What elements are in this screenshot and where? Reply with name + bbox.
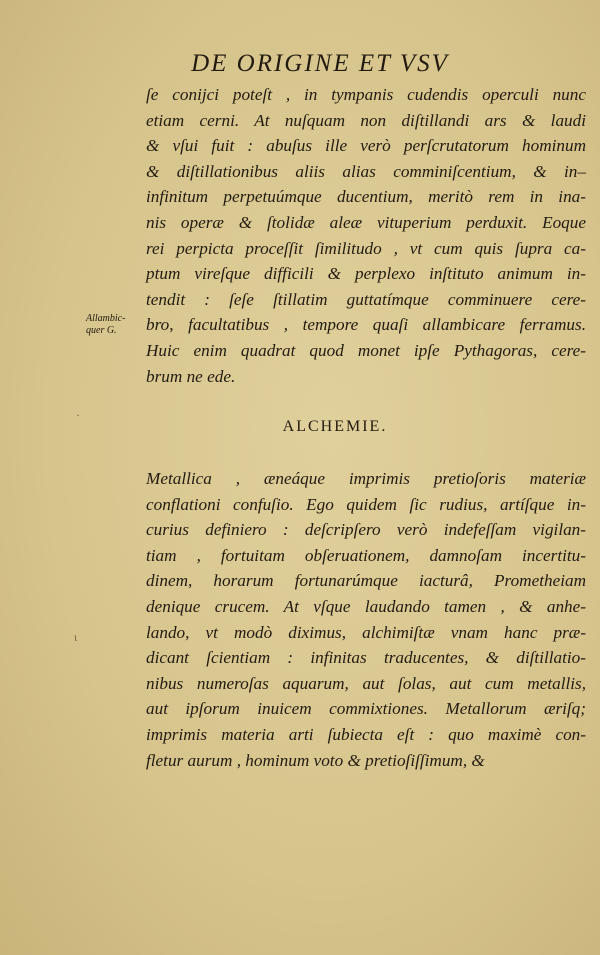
- paragraph-2: [146, 466, 586, 773]
- margin-note: [86, 313, 146, 337]
- text-line: curius definiero : deſcripſero verò indefeſſam vigilan-: [146, 520, 586, 540]
- text-line: lando, vt modò diximus, alchimiſtæ vnam hanc præ-: [146, 622, 586, 642]
- text-line: tiam , fortuitam obſeruationem, damnoſam incertitu-: [146, 545, 586, 565]
- text-line: aut ipſorum inuicem commixtiones. Metallorum æriſq;: [146, 699, 586, 719]
- text-line: dicant ſcientiam : infinitas traducentes, & diſtillatio-: [146, 648, 586, 668]
- paragraph-1: [146, 82, 586, 389]
- text-line: fletur aurum , hominum voto & pretioſiſſimum, &: [146, 750, 485, 770]
- running-head: DE ORIGINE ET VSV: [191, 50, 449, 77]
- text-line: infinitum perpetuúmque ducentium, meritò rem in ina-: [146, 187, 586, 207]
- text-line: imprimis materia arti ſubiecta eſt : quo maximè con-: [146, 724, 586, 744]
- stray-mark: ·: [76, 408, 80, 422]
- text-line: dinem, horarum fortunarúmque iacturâ, Prometheiam: [146, 571, 586, 591]
- text-line: nibus numeroſas aquarum, aut ſolas, aut cum metallis,: [146, 673, 586, 693]
- text-line: rei perpicta proceſſit ſimilitudo , vt cum quis ſupra ca-: [146, 238, 586, 258]
- section-title: ALCHEMIE.: [282, 418, 388, 435]
- margin-note-line: quer G.: [86, 325, 117, 336]
- stray-mark: ɩ: [74, 630, 78, 644]
- text-line: etiam cerni. At nuſquam non diſtillandi ars & laudi: [146, 110, 586, 130]
- text-line: Metallica , æneáque imprimis pretioſoris materiæ: [146, 469, 586, 488]
- text-line: ſe conijci poteſt , in tympanis cudendis operculi nunc: [146, 85, 586, 104]
- text-line: brum ne ede.: [146, 366, 236, 386]
- margin-note-line: Allambic-: [86, 313, 126, 324]
- text-line: & diſtillationibus aliis alias comminiſcentium, & in–: [146, 161, 586, 181]
- text-line: tendit : ſeſe ſtillatim guttatímque comminuere cere-: [146, 289, 586, 309]
- text-line: Huic enim quadrat quod monet ipſe Pythagoras, cere-: [146, 340, 586, 360]
- text-line: nis operæ & ſtolidæ aleæ vituperium perduxit. Eoque: [146, 212, 586, 232]
- text-line: conflationi confuſio. Ego quidem ſic rudius, artíſque in-: [146, 494, 586, 514]
- text-line: ptum vireſque difficili & perplexo inſtituto animum in-: [146, 264, 586, 284]
- text-line: & vſui fuit : abuſus ille verò perſcrutatorum hominum: [146, 136, 586, 156]
- text-line: denique crucem. At vſque laudando tamen , & anhe-: [146, 596, 586, 616]
- text-line: bro, facultatibus , tempore quaſi allambicare ferramus.: [146, 315, 586, 335]
